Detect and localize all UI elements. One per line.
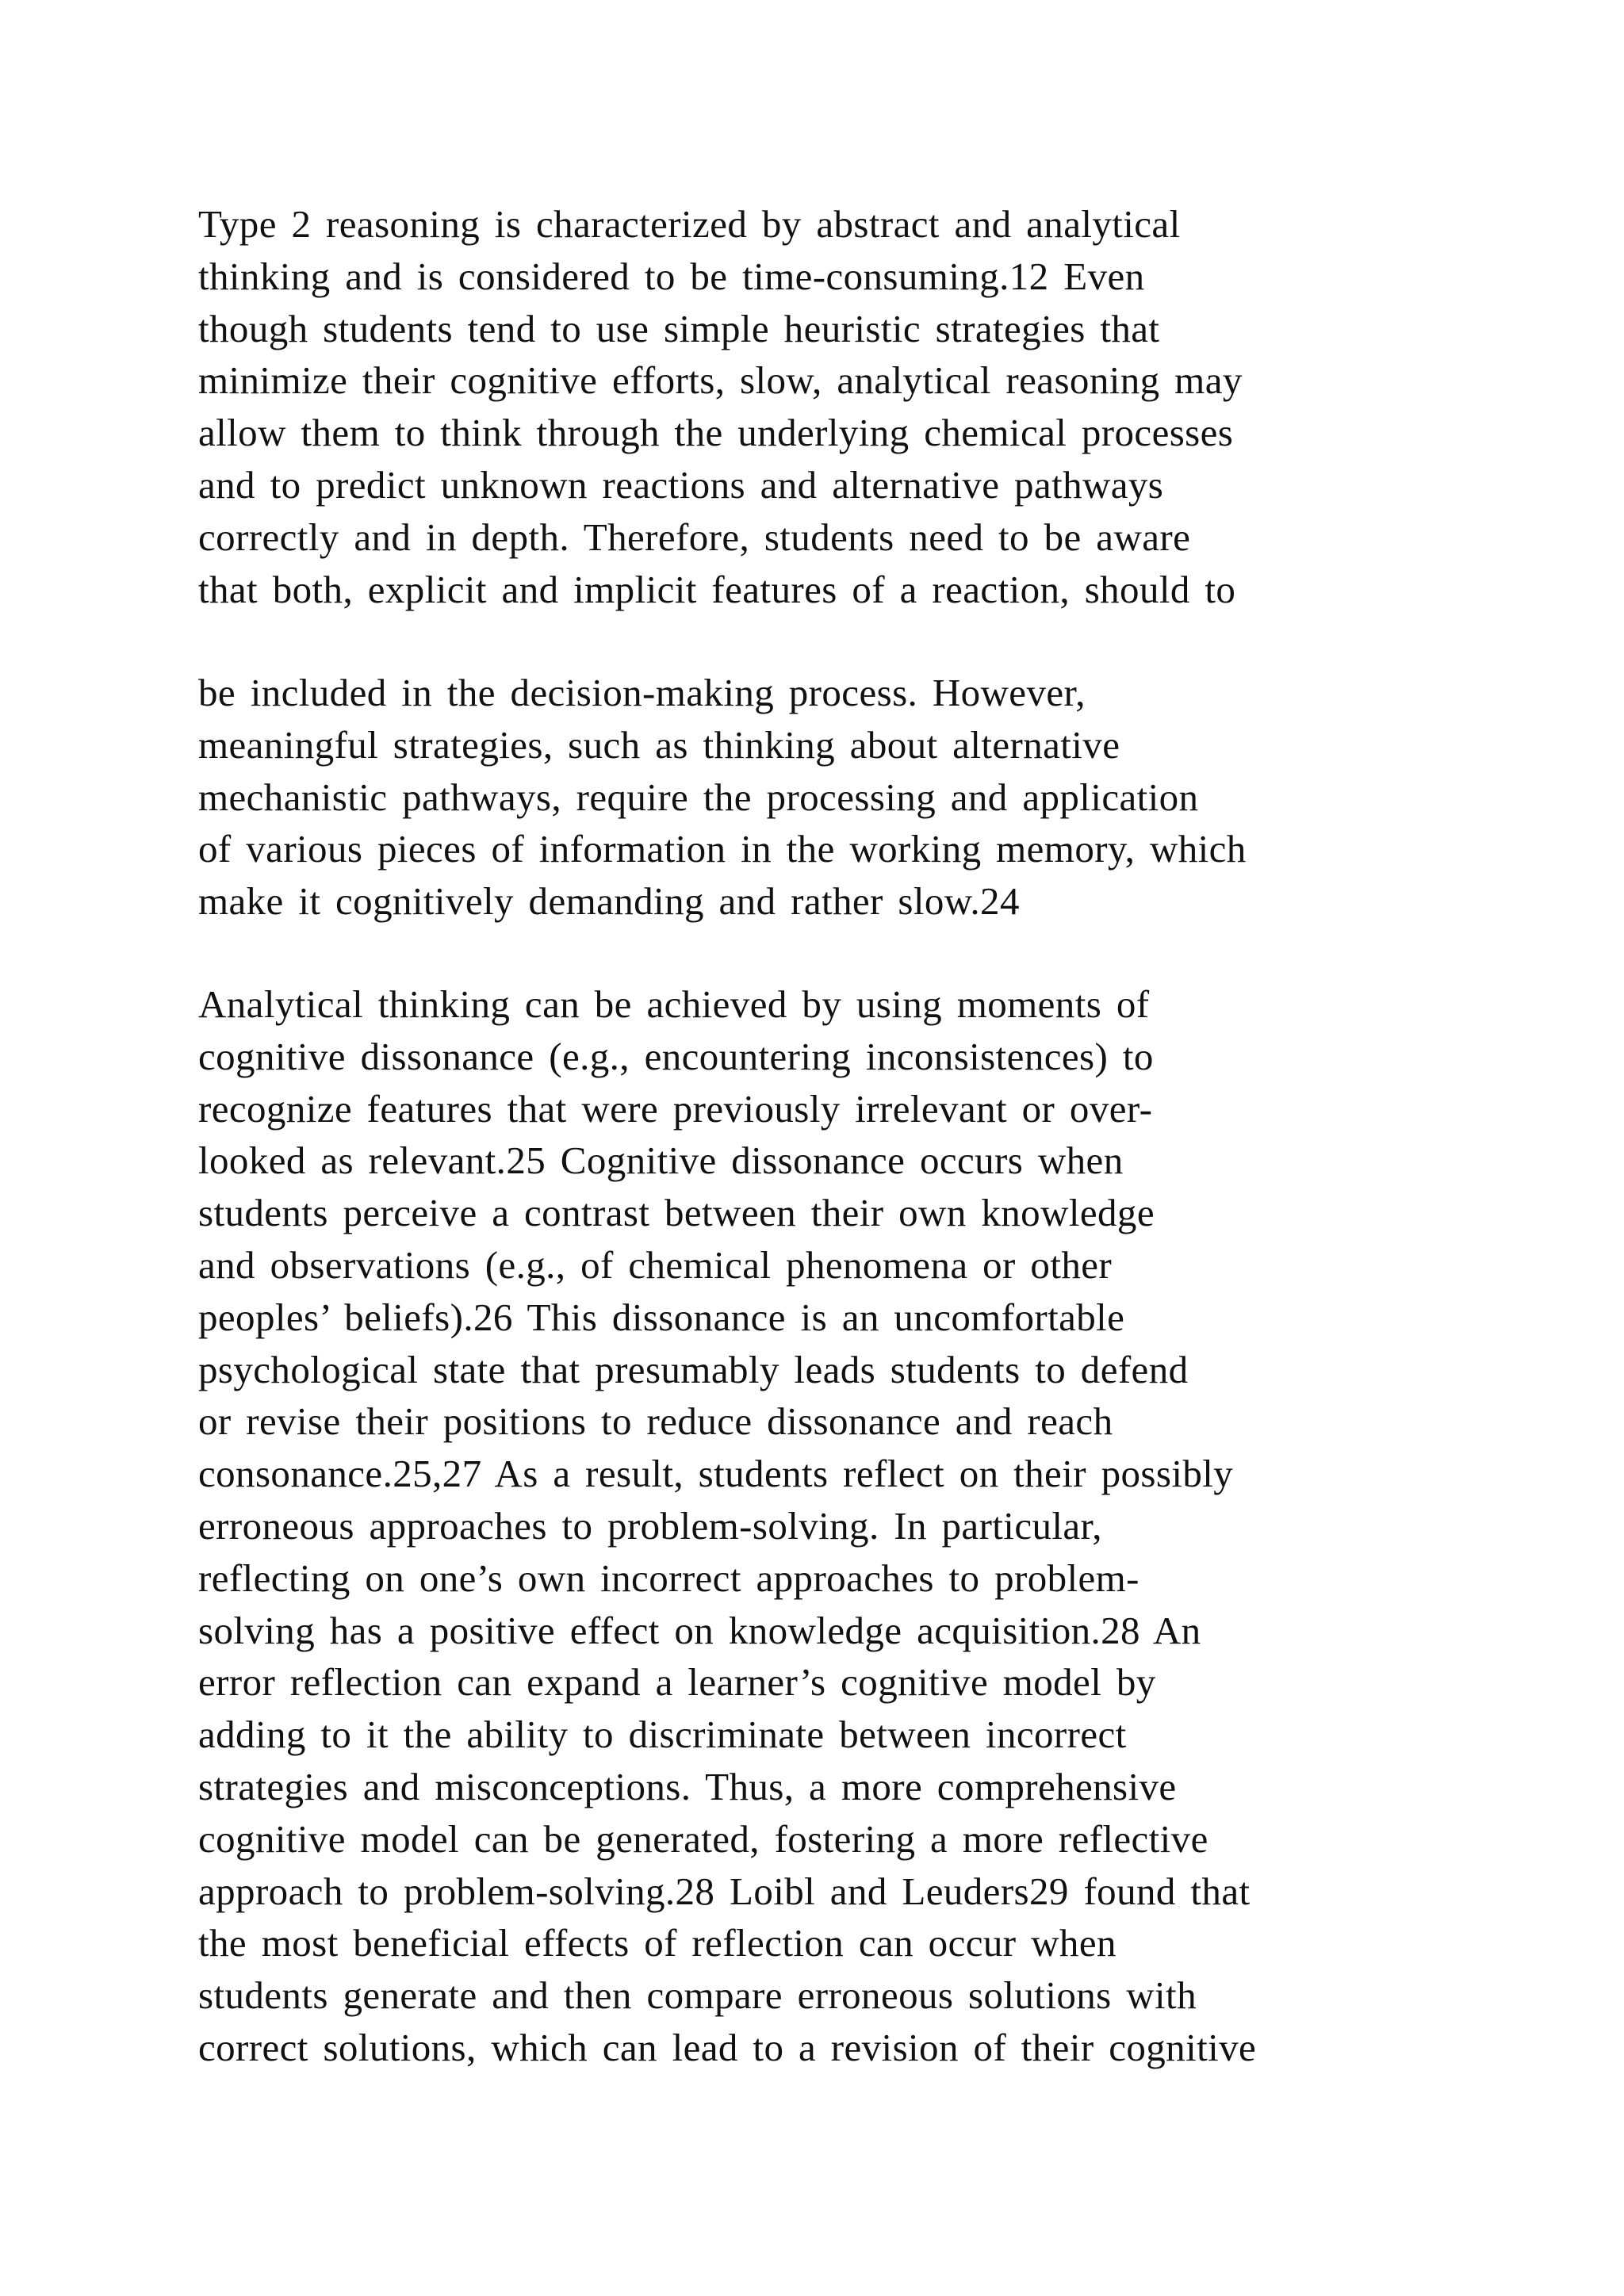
- text-line: and observations (e.g., of chemical phenomena or other: [198, 1242, 1113, 1287]
- text-line: recognize features that were previously irrelevant or over-: [198, 1086, 1153, 1131]
- text-line: cognitive dissonance (e.g., encountering inconsistences) to: [198, 1034, 1154, 1078]
- text-line: peoples’ beliefs).26 This dissonance is an uncomfortable: [198, 1295, 1125, 1339]
- text-line: cognitive model can be generated, fostering a more reflective: [198, 1816, 1208, 1861]
- text-line: erroneous approaches to problem-solving. In particular,: [198, 1503, 1102, 1548]
- text-line: mechanistic pathways, require the processing and application: [198, 775, 1199, 819]
- text-line: thinking and is considered to be time-consuming.12 Even: [198, 254, 1145, 298]
- text-line: though students tend to use simple heuristic strategies that: [198, 306, 1160, 350]
- text-line: error reflection can expand a learner’s cognitive model by: [198, 1660, 1156, 1705]
- text-line: consonance.25,27 As a result, students reflect on their possibly: [198, 1452, 1234, 1496]
- text-line: strategies and misconceptions. Thus, a more comprehensive: [198, 1764, 1177, 1808]
- text-line: adding to it the ability to discriminate between incorrect: [198, 1712, 1127, 1757]
- text-line: approach to problem-solving.28 Loibl and Leuders29 found that: [198, 1869, 1251, 1913]
- text-line: that both, explicit and implicit features of a reaction, should to: [198, 567, 1236, 611]
- text-line: minimize their cognitive efforts, slow, analytical reasoning may: [198, 358, 1243, 403]
- text-line: of various pieces of information in the working memory, which: [198, 827, 1247, 871]
- text-line: and to predict unknown reactions and alternative pathways: [198, 462, 1164, 507]
- text-line: allow them to think through the underlying chemical processes: [198, 411, 1234, 455]
- text-line: or revise their positions to reduce dissonance and reach: [198, 1399, 1113, 1444]
- text-line: Analytical thinking can be achieved by using moments of: [198, 982, 1150, 1026]
- paragraph-type-2-reasoning: [198, 198, 1243, 615]
- text-line: correct solutions, which can lead to a revision of their cognitive: [198, 2025, 1257, 2069]
- text-line: looked as relevant.25 Cognitive dissonance occurs when: [198, 1138, 1124, 1183]
- text-line: the most beneficial effects of reflection can occur when: [198, 1921, 1116, 1965]
- text-line: solving has a positive effect on knowledge acquisition.28 An: [198, 1608, 1201, 1652]
- text-line: students perceive a contrast between their own knowledge: [198, 1191, 1155, 1235]
- text-line: meaningful strategies, such as thinking about alternative: [198, 722, 1120, 767]
- text-line: be included in the decision-making process. However,: [198, 671, 1086, 714]
- text-line: psychological state that presumably leads students to defend: [198, 1347, 1189, 1391]
- text-line: students generate and then compare erroneous solutions with: [198, 1973, 1197, 2018]
- text-line: make it cognitively demanding and rather slow.24: [198, 879, 1020, 924]
- text-line: Type 2 reasoning is characterized by abstract and analytical: [198, 202, 1181, 246]
- paragraph-decision-making: [198, 667, 1247, 928]
- text-line: reflecting on one’s own incorrect approaches to problem-: [198, 1556, 1139, 1600]
- text-line: correctly and in depth. Therefore, students need to be aware: [198, 515, 1191, 559]
- paragraph-cognitive-dissonance: [198, 978, 1256, 2074]
